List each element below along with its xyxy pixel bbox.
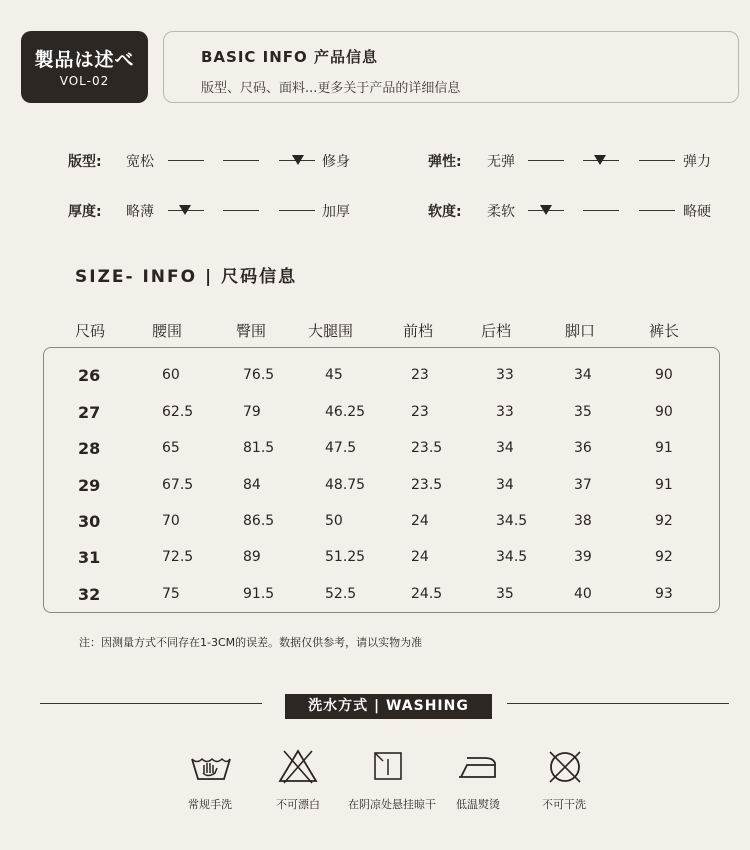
divider <box>507 703 729 704</box>
table-cell: 90 <box>655 367 673 383</box>
size-cell: 28 <box>78 439 101 458</box>
basic-info-subtitle: 版型、尺码、面料...更多关于产品的详细信息 <box>201 81 461 96</box>
size-cell: 27 <box>78 403 101 422</box>
basic-info-title: BASIC INFO 产品信息 <box>201 48 379 66</box>
table-cell: 38 <box>574 513 592 529</box>
size-cell: 26 <box>78 366 101 385</box>
table-cell: 65 <box>162 440 180 456</box>
table-cell: 45 <box>325 367 343 383</box>
column-header: 臀围 <box>236 322 267 340</box>
attr-left-elasticity: 无弹 <box>487 154 515 170</box>
table-cell: 36 <box>574 440 592 456</box>
size-info-title: SIZE- INFO | 尺码信息 <box>75 267 298 287</box>
table-cell: 34 <box>496 477 514 493</box>
scale-line <box>168 160 204 161</box>
table-cell: 39 <box>574 549 592 565</box>
table-cell: 84 <box>243 477 261 493</box>
no-bleach-icon <box>276 747 320 787</box>
table-cell: 70 <box>162 513 180 529</box>
scale-line <box>583 210 619 211</box>
column-header: 腰围 <box>152 322 183 340</box>
low-iron-icon <box>455 747 499 787</box>
table-cell: 24 <box>411 513 429 529</box>
size-cell: 32 <box>78 585 101 604</box>
no-dry-clean-icon <box>543 747 587 787</box>
table-cell: 23.5 <box>411 440 443 456</box>
table-cell: 33 <box>496 404 514 420</box>
scale-marker-icon <box>540 205 552 215</box>
attr-right-fit: 修身 <box>322 154 350 170</box>
table-cell: 23.5 <box>411 477 443 493</box>
table-cell: 92 <box>655 549 673 565</box>
column-header: 脚口 <box>565 322 596 340</box>
table-cell: 34.5 <box>496 513 528 529</box>
table-cell: 46.25 <box>325 404 366 420</box>
attr-label-thickness: 厚度: <box>68 204 102 220</box>
washing-title: 洗水方式 | WASHING <box>285 694 492 719</box>
table-cell: 92 <box>655 513 673 529</box>
wash-label: 不可干洗 <box>542 798 586 811</box>
divider <box>40 703 262 704</box>
badge-vol: VOL-02 <box>59 74 110 88</box>
wash-label: 常规手洗 <box>188 798 232 811</box>
scale-marker-icon <box>292 155 304 165</box>
size-cell: 31 <box>78 548 101 567</box>
column-header: 尺码 <box>75 322 106 340</box>
attr-right-thickness: 加厚 <box>322 204 350 220</box>
column-header: 裤长 <box>649 322 680 340</box>
table-cell: 81.5 <box>243 440 275 456</box>
attr-label-softness: 软度: <box>428 204 462 220</box>
brand-badge <box>21 31 148 103</box>
scale-line <box>528 160 564 161</box>
attr-right-softness: 略硬 <box>683 204 711 220</box>
table-cell: 79 <box>243 404 261 420</box>
scale-line <box>639 210 675 211</box>
wash-label: 不可漂白 <box>276 798 320 811</box>
table-cell: 37 <box>574 477 592 493</box>
size-cell: 29 <box>78 476 101 495</box>
wash-label: 在阴凉处悬挂晾干 <box>348 798 436 811</box>
table-cell: 40 <box>574 586 592 602</box>
table-cell: 23 <box>411 404 429 420</box>
size-table <box>43 347 720 613</box>
scale-marker-icon <box>594 155 606 165</box>
attr-label-elasticity: 弹性: <box>428 154 462 170</box>
column-header: 后档 <box>481 322 512 340</box>
wash-label: 低温熨烫 <box>456 798 500 811</box>
scale-marker-icon <box>179 205 191 215</box>
badge-title: 製品は述べ <box>34 49 135 71</box>
size-cell: 30 <box>78 512 101 531</box>
table-cell: 48.75 <box>325 477 366 493</box>
line-dry-shade-icon <box>367 747 411 787</box>
hand-wash-icon <box>189 747 233 787</box>
attr-label-fit: 版型: <box>68 154 102 170</box>
table-cell: 89 <box>243 549 261 565</box>
table-cell: 91 <box>655 440 673 456</box>
table-cell: 62.5 <box>162 404 194 420</box>
column-header: 前档 <box>403 322 434 340</box>
table-cell: 50 <box>325 513 343 529</box>
table-cell: 35 <box>496 586 514 602</box>
table-cell: 91 <box>655 477 673 493</box>
table-cell: 34 <box>574 367 592 383</box>
table-cell: 93 <box>655 586 673 602</box>
attr-left-fit: 宽松 <box>126 154 154 170</box>
table-cell: 67.5 <box>162 477 194 493</box>
table-cell: 52.5 <box>325 586 357 602</box>
table-cell: 51.25 <box>325 549 366 565</box>
table-cell: 76.5 <box>243 367 275 383</box>
scale-line <box>223 210 259 211</box>
attr-right-elasticity: 弹力 <box>683 154 711 170</box>
table-cell: 47.5 <box>325 440 357 456</box>
table-cell: 34.5 <box>496 549 528 565</box>
table-cell: 72.5 <box>162 549 194 565</box>
table-cell: 60 <box>162 367 180 383</box>
table-cell: 24.5 <box>411 586 443 602</box>
table-cell: 90 <box>655 404 673 420</box>
table-cell: 24 <box>411 549 429 565</box>
table-cell: 33 <box>496 367 514 383</box>
column-header: 大腿围 <box>308 322 354 340</box>
scale-line <box>279 210 315 211</box>
attr-left-softness: 柔软 <box>487 204 515 220</box>
table-cell: 35 <box>574 404 592 420</box>
table-cell: 34 <box>496 440 514 456</box>
measurement-note: 注：因测量方式不同存在1-3CM的误差。数据仅供参考，请以实物为准 <box>79 636 423 649</box>
basic-info-box <box>163 31 739 103</box>
table-cell: 75 <box>162 586 180 602</box>
table-cell: 23 <box>411 367 429 383</box>
attr-left-thickness: 略薄 <box>126 204 154 220</box>
scale-line <box>223 160 259 161</box>
table-cell: 91.5 <box>243 586 275 602</box>
table-cell: 86.5 <box>243 513 275 529</box>
scale-line <box>639 160 675 161</box>
